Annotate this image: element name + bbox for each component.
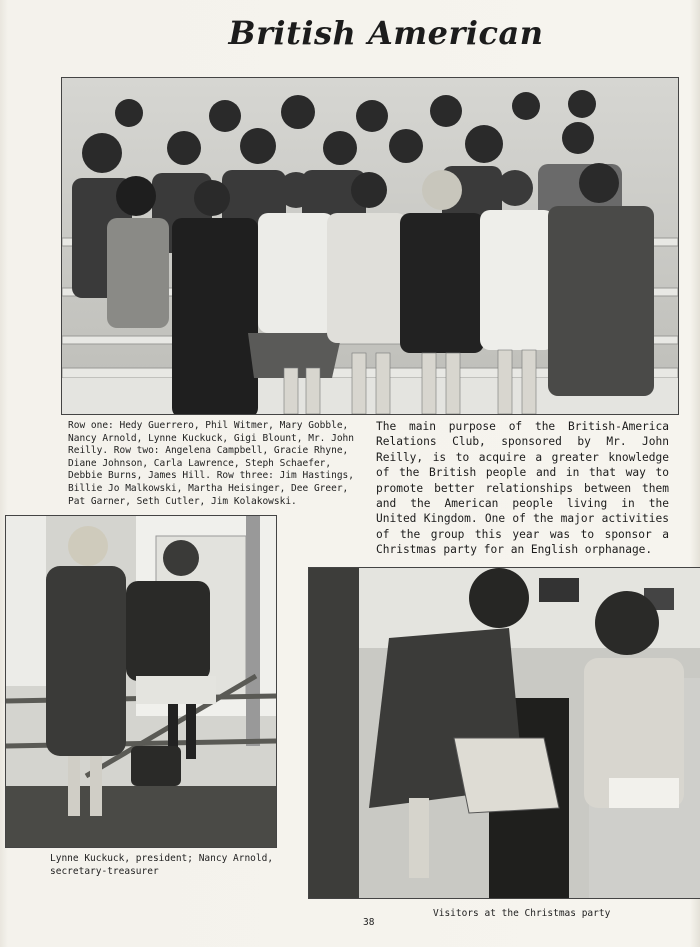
- page-number: 38: [363, 917, 375, 928]
- club-description: The main purpose of the British-America Relations Club, sponsored by Mr. John Reilly, is to acquire a greater knowledge of the British people and in that way to promote better relationships between them and the American people living in the United Kingdom. One of the major activities of the group this year was to sponsor a Christmas party for an English orphanage.: [376, 420, 669, 557]
- christmas-party-photo: [308, 567, 700, 899]
- page-title: British American: [228, 14, 544, 52]
- officers-photo-caption: Lynne Kuckuck, president; Nancy Arnold, secretary-treasurer: [50, 853, 274, 877]
- group-photo-caption: Row one: Hedy Guerrero, Phil Witmer, Mary Gobble, Nancy Arnold, Lynne Kuckuck, Gigi Blount, Mr. John Reilly. Row two: Angelena Campbell, Gracie Rhyne, Diane Johnson, Carla Lawrence, Steph Schaefer, Debbie Burns, James Hill. Row three: Jim Hastings, Billie Jo Malkowski, Martha Heisinger, Dee Greer, Pat Garner, Seth Cutler, Jim Kolakowski.: [68, 420, 354, 507]
- officers-photo: [5, 515, 277, 848]
- party-photo-caption: Visitors at the Christmas party: [433, 908, 611, 919]
- club-group-photo: [61, 77, 679, 415]
